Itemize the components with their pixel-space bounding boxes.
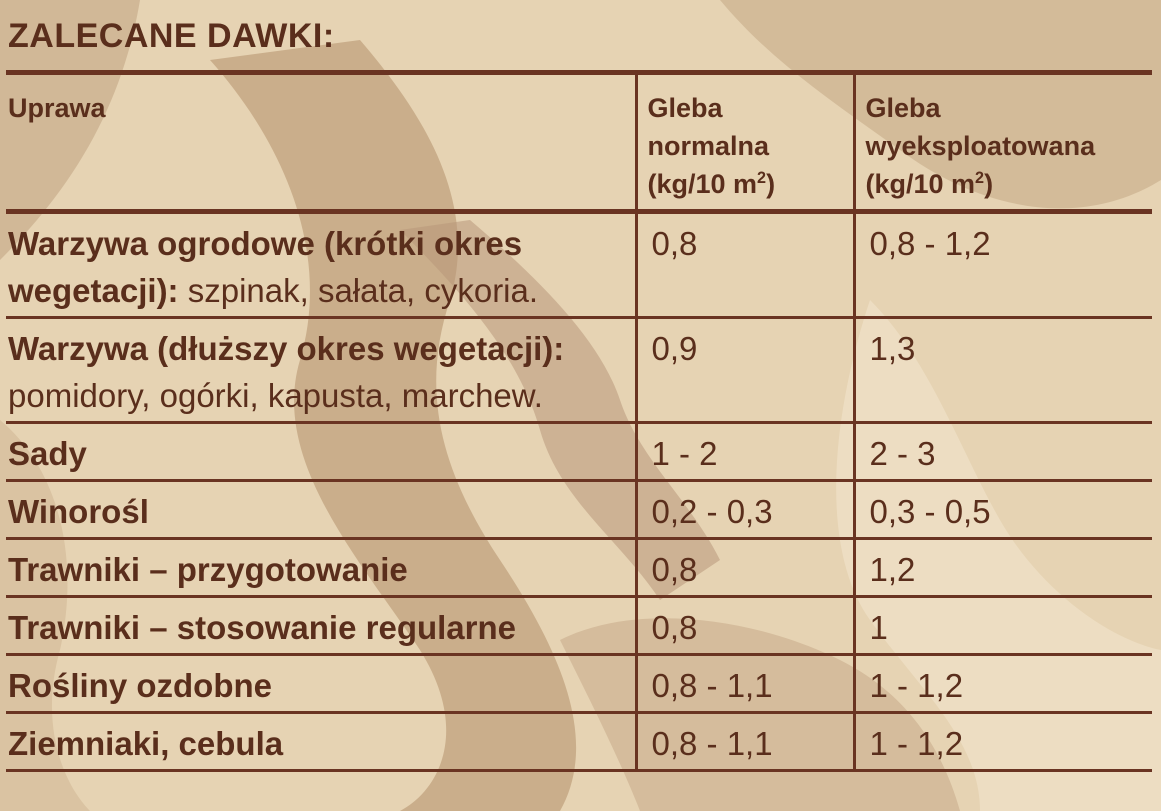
crop-name: Warzywa (dłuższy okres wegetacji): bbox=[8, 330, 565, 367]
header-normal-line1: Gleba bbox=[647, 93, 723, 123]
cell-exhausted: 1 - 1,2 bbox=[854, 655, 1152, 713]
cell-normal: 0,8 bbox=[636, 597, 854, 655]
table-row bbox=[6, 481, 1152, 539]
crop-name: Rośliny ozdobne bbox=[8, 667, 272, 704]
table-row bbox=[6, 212, 1152, 318]
cell-crop bbox=[6, 423, 636, 481]
crop-name: Trawniki – przygotowanie bbox=[8, 551, 408, 588]
crop-name: Warzywa ogrodowe (krótki okres wegetacji): bbox=[8, 225, 523, 309]
crop-description: szpinak, sałata, cykoria. bbox=[178, 272, 539, 309]
table-body bbox=[6, 212, 1152, 771]
cell-crop bbox=[6, 481, 636, 539]
table-row bbox=[6, 423, 1152, 481]
crop-name: Ziemniaki, cebula bbox=[8, 725, 284, 762]
header-crop bbox=[6, 73, 636, 212]
cell-exhausted: 0,8 - 1,2 bbox=[854, 212, 1152, 318]
header-normal-unit-end: ) bbox=[766, 169, 776, 199]
table-header bbox=[6, 73, 1152, 212]
header-exhausted-unit: (kg/10 m bbox=[865, 169, 976, 199]
cell-crop bbox=[6, 318, 636, 423]
header-exhausted-soil bbox=[854, 73, 1152, 212]
cell-normal: 0,2 - 0,3 bbox=[636, 481, 854, 539]
header-crop-label: Uprawa bbox=[8, 93, 106, 123]
table-row bbox=[6, 318, 1152, 423]
cell-crop bbox=[6, 713, 636, 771]
page-title: ZALECANE DAWKI: bbox=[8, 17, 335, 55]
cell-crop bbox=[6, 539, 636, 597]
cell-crop bbox=[6, 655, 636, 713]
cell-normal: 0,8 bbox=[636, 539, 854, 597]
header-exhausted-unit-end: ) bbox=[984, 169, 994, 199]
cell-crop bbox=[6, 212, 636, 318]
header-exhausted-unit-sup: 2 bbox=[975, 169, 985, 187]
crop-description: pomidory, ogórki, kapusta, marchew. bbox=[8, 377, 543, 414]
header-exhausted-line2: wyeksploatowana bbox=[865, 131, 1096, 161]
header-normal-unit-sup: 2 bbox=[757, 169, 767, 187]
cell-exhausted: 1,2 bbox=[854, 539, 1152, 597]
header-normal-soil bbox=[636, 73, 854, 212]
header-normal-unit: (kg/10 m bbox=[647, 169, 758, 199]
cell-exhausted: 1 - 1,2 bbox=[854, 713, 1152, 771]
crop-name: Sady bbox=[8, 435, 87, 472]
cell-normal: 0,9 bbox=[636, 318, 854, 423]
cell-exhausted: 0,3 - 0,5 bbox=[854, 481, 1152, 539]
table-row bbox=[6, 539, 1152, 597]
cell-crop bbox=[6, 597, 636, 655]
table-row bbox=[6, 713, 1152, 771]
cell-exhausted: 1 bbox=[854, 597, 1152, 655]
crop-name: Winorośl bbox=[8, 493, 149, 530]
table-row bbox=[6, 597, 1152, 655]
crop-name: Trawniki – stosowanie regularne bbox=[8, 609, 517, 646]
header-normal-line2: normalna bbox=[647, 131, 770, 161]
table-row bbox=[6, 655, 1152, 713]
cell-exhausted: 1,3 bbox=[854, 318, 1152, 423]
cell-normal: 1 - 2 bbox=[636, 423, 854, 481]
cell-normal: 0,8 bbox=[636, 212, 854, 318]
table-header-row bbox=[6, 73, 1152, 212]
dosage-table bbox=[6, 70, 1152, 772]
header-exhausted-line1: Gleba bbox=[865, 93, 941, 123]
cell-exhausted: 2 - 3 bbox=[854, 423, 1152, 481]
cell-normal: 0,8 - 1,1 bbox=[636, 655, 854, 713]
cell-normal: 0,8 - 1,1 bbox=[636, 713, 854, 771]
